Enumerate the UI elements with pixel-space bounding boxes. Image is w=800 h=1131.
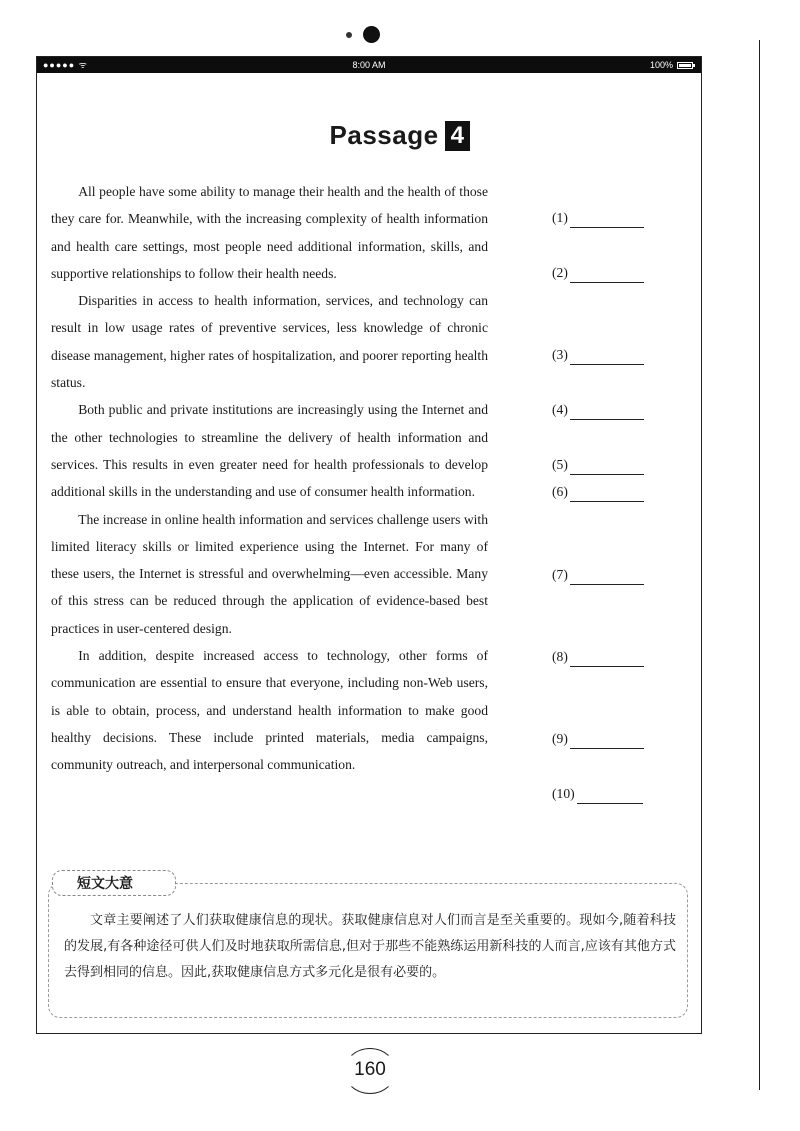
passage-text: [51, 178, 488, 779]
paragraph: Both public and private institutions are increasingly using the Internet and the other technologies to streamline the delivery of health information and services. This results in even greater need for health professionals to develop additional skills in the understanding and use of consumer health information.: [51, 402, 488, 500]
paragraph: Disparities in access to health information, services, and technology can result in low usage rates of preventive services, less knowledge of chronic disease management, higher rates of hospitalization, and poorer reporting health status.: [51, 293, 488, 391]
page-number: 160: [340, 1048, 400, 1094]
blank-line[interactable]: [570, 734, 644, 749]
blank-label: (5): [552, 457, 568, 472]
answer-blank-4[interactable]: [552, 400, 644, 420]
blank-label: (2): [552, 265, 568, 280]
camera-lens: [363, 26, 380, 43]
blank-line[interactable]: [570, 652, 644, 667]
blank-label: (4): [552, 402, 568, 417]
answer-blank-2[interactable]: [552, 263, 644, 283]
blank-label: (3): [552, 347, 568, 362]
blank-line[interactable]: [570, 213, 644, 228]
answer-blank-7[interactable]: [552, 565, 644, 585]
page-edge-line: [759, 40, 760, 1090]
device-camera: [346, 26, 386, 46]
blank-label: (10): [552, 786, 575, 801]
answer-blank-3[interactable]: [552, 345, 644, 365]
answer-blank-10[interactable]: [552, 784, 643, 804]
page-title: [0, 120, 800, 151]
answer-blank-9[interactable]: [552, 729, 644, 749]
paragraph: In addition, despite increased access to technology, other forms of communication are essential to ensure that everyone, including non-Web users, is able to obtain, process, and understand health information to make good healthy decisions. These include printed materials, media campaigns, community outreach, and interpersonal communication.: [51, 648, 488, 773]
battery-percent: 100%: [649, 60, 673, 70]
summary-text: 文章主要阐述了人们获取健康信息的现状。获取健康信息对人们而言是至关重要的。现如今,随着科技的发展,有各种途径可供人们及时地获取所需信息,但对于那些不能熟练运用新科技的人而言,应该有其他方式去得到相同的信息。因此,获取健康信息方式多元化是很有必要的。: [64, 913, 676, 980]
answer-blank-1[interactable]: [552, 208, 644, 228]
blank-line[interactable]: [570, 268, 644, 283]
summary-heading: 短文大意: [52, 870, 176, 896]
blank-line[interactable]: [570, 460, 644, 475]
blank-label: (7): [552, 567, 568, 582]
blank-line[interactable]: [570, 350, 644, 365]
answer-blank-6[interactable]: [552, 482, 644, 502]
blank-line[interactable]: [570, 487, 644, 502]
battery-icon: [677, 62, 693, 69]
status-bar: [37, 57, 701, 73]
signal-icon: ●●●●● ᯤ: [43, 60, 88, 70]
answer-blank-8[interactable]: [552, 647, 644, 667]
status-time: 8:00 AM: [352, 60, 386, 70]
title-word: Passage: [329, 120, 439, 150]
title-number-badge: 4: [445, 121, 471, 151]
paragraph: The increase in online health information and services challenge users with limited literacy skills or limited experience using the Internet. For many of these users, the Internet is stressful and overwhelming—even accessible. Many of this stress can be reduced through the application of evidence-based best practices in user-centered design.: [51, 511, 488, 636]
blank-line[interactable]: [570, 570, 644, 585]
blank-line[interactable]: [570, 405, 644, 420]
blank-line[interactable]: [577, 789, 643, 804]
answer-blank-5[interactable]: [552, 455, 644, 475]
blank-label: (1): [552, 210, 568, 225]
blank-label: (8): [552, 649, 568, 664]
paragraph: All people have some ability to manage their health and the health of those they care for. Meanwhile, with the increasing complexity of health information and health care settings, most people need additional information, skills, and supportive relationships to follow their health needs.: [51, 184, 488, 281]
camera-sensor: [346, 32, 352, 38]
blank-label: (9): [552, 731, 568, 746]
blank-label: (6): [552, 484, 568, 499]
battery-status: [650, 57, 693, 73]
